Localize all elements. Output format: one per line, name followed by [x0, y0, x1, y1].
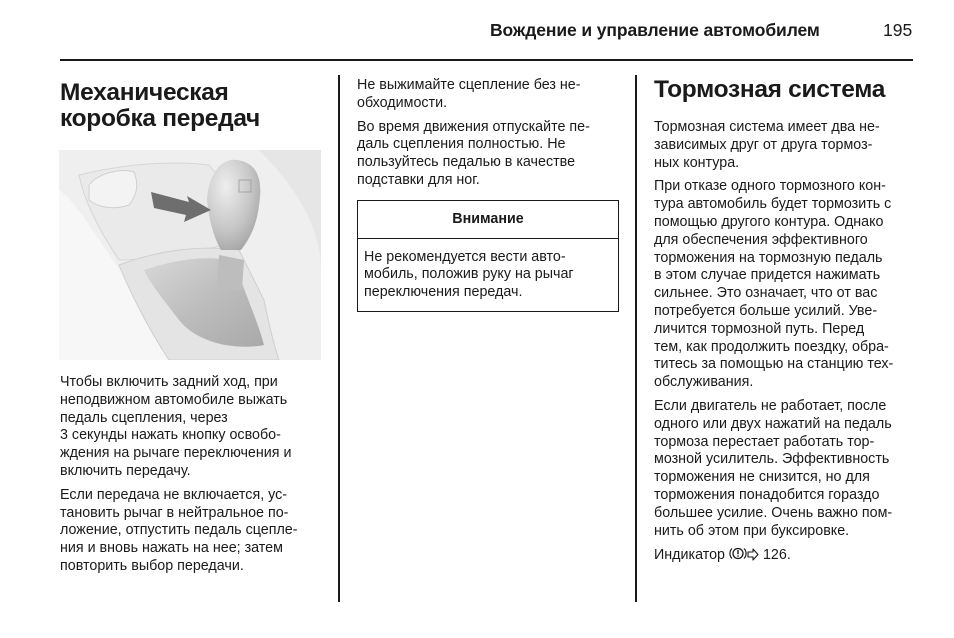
text-line: нить об этом при буксировке. [654, 522, 850, 539]
middle-column [357, 77, 619, 312]
gear-shift-figure [59, 150, 321, 360]
reverse-gear-paragraph [60, 374, 325, 481]
text-line: педаль сцепления, через [60, 409, 228, 426]
text-line: ложение, отпустить педаль сцепле- [60, 522, 298, 539]
column-divider-left [338, 75, 340, 602]
brake-warning-icon [729, 546, 747, 567]
text-line: Не выжимайте сцепление без не- [357, 77, 581, 93]
clutch-paragraph-2 [357, 119, 619, 190]
text-line: пользуйтесь педалью в качестве [357, 154, 576, 171]
left-column [60, 80, 325, 132]
heading-line-1: Механическая [60, 79, 229, 106]
text-line: обслуживания. [654, 374, 754, 391]
text-line: тем, как продолжить поездку, обра- [654, 338, 889, 355]
text-line: тановить рычаг в нейтральное по- [60, 504, 289, 521]
text-line: личится тормозной путь. Перед [654, 320, 865, 337]
indicator-reference [654, 546, 919, 567]
text-line: подставки для ног. [357, 171, 480, 188]
text-line: Если передача не включается, ус- [60, 486, 288, 503]
right-column [654, 77, 919, 573]
text-line: Чтобы включить задний ход, при [60, 374, 278, 390]
text-line: Тормозная система имеет два не- [654, 119, 880, 135]
text-line: даль сцепления полностью. Не [357, 136, 566, 153]
text-line: зависимых друг от друга тормоз- [654, 136, 873, 153]
text-line: тура автомобиль будет тормозить с [654, 196, 892, 213]
indicator-label: Индикатор [654, 547, 725, 564]
text-line: повторить выбор передачи. [60, 557, 244, 574]
text-line: При отказе одного тормозного кон- [654, 178, 886, 195]
text-line: Не рекомендуется вести авто- [364, 248, 566, 265]
clutch-paragraph-1 [357, 77, 619, 113]
text-line: большее усилие. Очень важно пом- [654, 504, 893, 521]
text-line: Во время движения отпускайте пе- [357, 118, 590, 135]
text-line: ных контура. [654, 154, 740, 171]
text-line: ния и вновь нажать на нее; затем [60, 540, 283, 557]
text-line: обходимости. [357, 94, 448, 111]
gear-not-engaging-paragraph [60, 487, 325, 576]
text-line: переключения передач. [364, 284, 523, 301]
heading-line-2: коробка передач [60, 105, 260, 132]
text-line: мозной усилитель. Эффективность [654, 451, 890, 468]
text-line: мобиль, положив руку на рычаг [364, 266, 574, 283]
page-number: 195 [883, 20, 913, 40]
text-line: торможения не снизится, но для [654, 469, 870, 486]
text-line: ждения на рычаге переключения и [60, 445, 292, 462]
text-line: сильнее. Это означает, что от вас [654, 285, 878, 302]
column-divider-right [635, 75, 637, 602]
caution-notice-title: Внимание [358, 201, 618, 239]
brake-paragraph-1 [654, 119, 919, 172]
text-line: титесь за помощью на станцию тех- [654, 356, 894, 373]
text-line: включить передачу. [60, 462, 191, 479]
heading-brake-system: Тормозная система [654, 76, 886, 103]
brake-paragraph-3 [654, 398, 919, 540]
caution-notice-body [358, 239, 618, 311]
heading-manual-gearbox [60, 80, 325, 132]
text-line: неподвижном автомобиле выжать [60, 391, 288, 408]
text-line: для обеспечения эффективного [654, 231, 868, 248]
reference-arrow-icon [747, 548, 759, 567]
brake-paragraph-2 [654, 178, 919, 392]
page-reference-link[interactable]: 126. [762, 547, 791, 564]
header-rule [60, 59, 913, 61]
section-title: Вождение и управление автомобилем [490, 20, 820, 40]
text-line: потребуется больше усилий. Уве- [654, 302, 878, 319]
text-line: торможения понадобится гораздо [654, 486, 880, 503]
gear-shift-illustration [59, 150, 321, 360]
text-line: тормоза перестает работать тор- [654, 433, 875, 450]
text-line: торможения на тормозную педаль [654, 249, 883, 266]
text-line: одного или двух нажатий на педаль [654, 415, 892, 432]
text-line: в этом случае придется нажимать [654, 267, 881, 284]
caution-notice-box [357, 200, 619, 312]
left-column-text [60, 374, 325, 582]
text-line: Если двигатель не работает, после [654, 397, 887, 414]
text-line: 3 секунды нажать кнопку освобо- [60, 427, 281, 444]
text-line: помощью другого контура. Однако [654, 213, 884, 230]
